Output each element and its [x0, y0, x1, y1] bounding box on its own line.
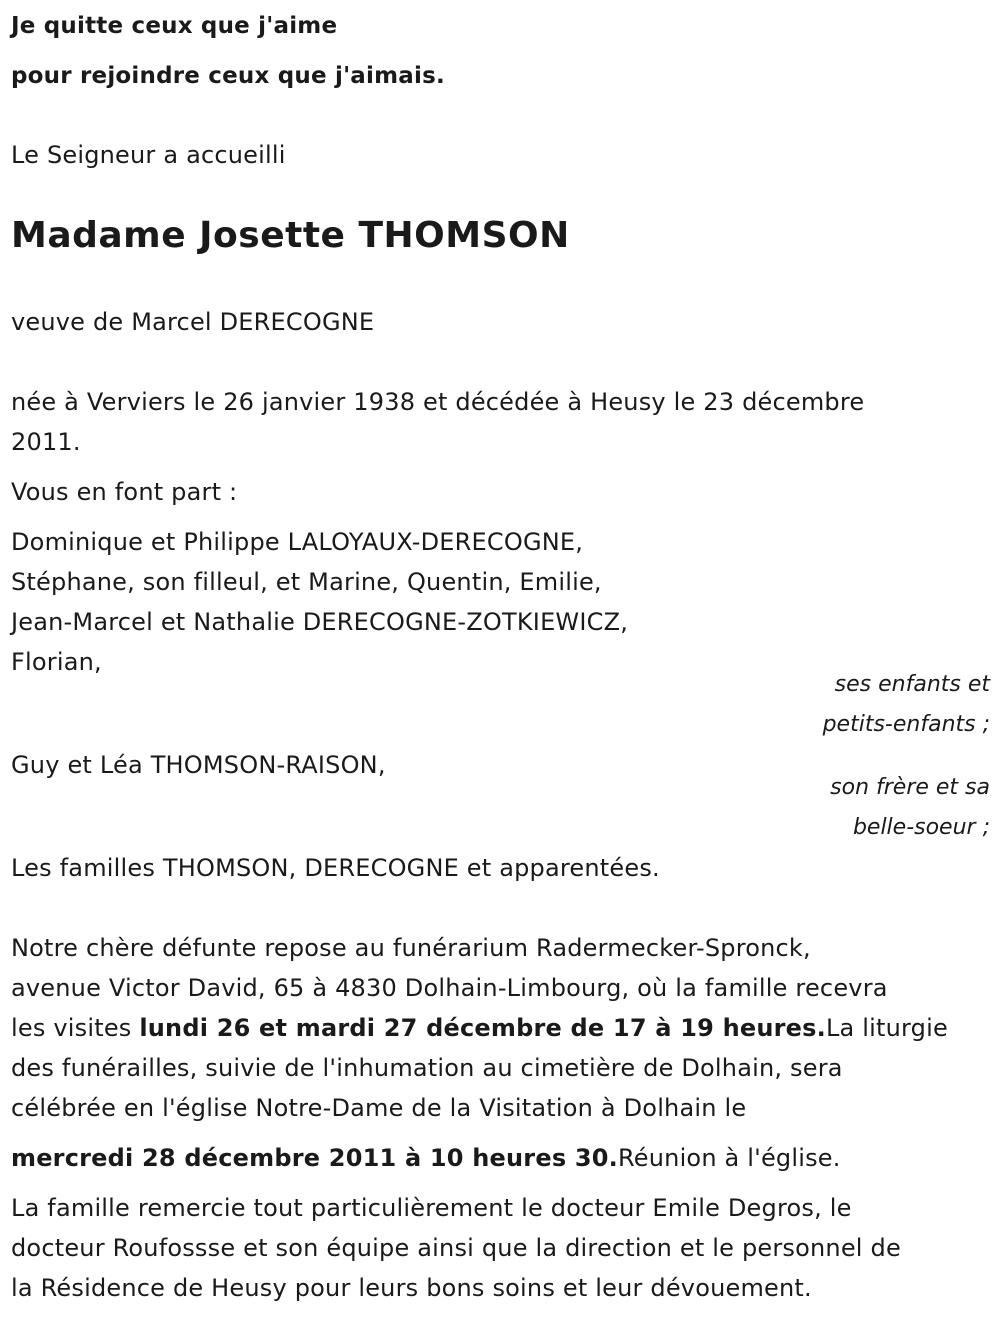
visiting-hours: lundi 26 et mardi 27 décembre de 17 à 19 heures. — [139, 1014, 826, 1042]
family-line: Stéphane, son filleul, et Marine, Quentin, Emilie, — [11, 568, 602, 596]
funeral-line-6 — [11, 1138, 841, 1178]
sibling-role-line-1: son frère et sa — [830, 775, 990, 800]
sibling-role-line-2: belle-soeur ; — [852, 815, 990, 840]
thanks-line-3: la Résidence de Heusy pour leurs bons soins et leur dévouement. — [11, 1274, 812, 1302]
sibling-text: Guy et Léa THOMSON-RAISON, — [11, 751, 386, 779]
family-line: Jean-Marcel et Nathalie DERECOGNE-ZOTKIEWICZ, — [11, 608, 629, 636]
funeral-line-4: des funérailles, suivie de l'inhumation au cimetière de Dolhain, sera — [11, 1054, 843, 1082]
funeral-line-1: Notre chère défunte repose au funérarium Radermecker-Spronck, — [11, 934, 811, 962]
families-text: Les familles THOMSON, DERECOGNE et apparentées. — [11, 854, 660, 882]
birth-death-line-2: 2011. — [11, 428, 81, 456]
family-line: Dominique et Philippe LALOYAUX-DERECOGNE, — [11, 528, 584, 556]
children-role-line-2: petits-enfants ; — [822, 712, 990, 737]
birth-death-line-1: née à Verviers le 26 janvier 1938 et décédée à Heusy le 23 décembre — [11, 388, 865, 416]
children-role-line-1: ses enfants et — [834, 672, 990, 697]
thanks-line-1: La famille remercie tout particulièrement le docteur Emile Degros, le — [11, 1194, 852, 1222]
deceased-name: Madame Josette THOMSON — [11, 215, 570, 256]
spouse-text: veuve de Marcel DERECOGNE — [11, 308, 375, 336]
family-line: Florian, — [11, 648, 102, 676]
funeral-line-2: avenue Victor David, 65 à 4830 Dolhain-Limbourg, où la famille recevra — [11, 974, 888, 1002]
funeral-date: mercredi 28 décembre 2011 à 10 heures 30. — [11, 1144, 618, 1172]
funeral-line-6-post: Réunion à l'église. — [617, 1144, 841, 1172]
funeral-line-3-post: La liturgie — [825, 1014, 948, 1042]
thanks-line-2: docteur Roufossse et son équipe ainsi que la direction et le personnel de — [11, 1234, 901, 1262]
funeral-line-3 — [11, 1008, 948, 1048]
funeral-line-5: célébrée en l'église Notre-Dame de la Visitation à Dolhain le — [11, 1094, 747, 1122]
intro-text: Le Seigneur a accueilli — [11, 141, 286, 169]
quote-line-1: Je quitte ceux que j'aime — [11, 13, 338, 39]
funeral-line-3-pre: les visites — [11, 1014, 140, 1042]
quote-line-2: pour rejoindre ceux que j'aimais. — [11, 63, 445, 89]
announce-text: Vous en font part : — [11, 478, 238, 506]
